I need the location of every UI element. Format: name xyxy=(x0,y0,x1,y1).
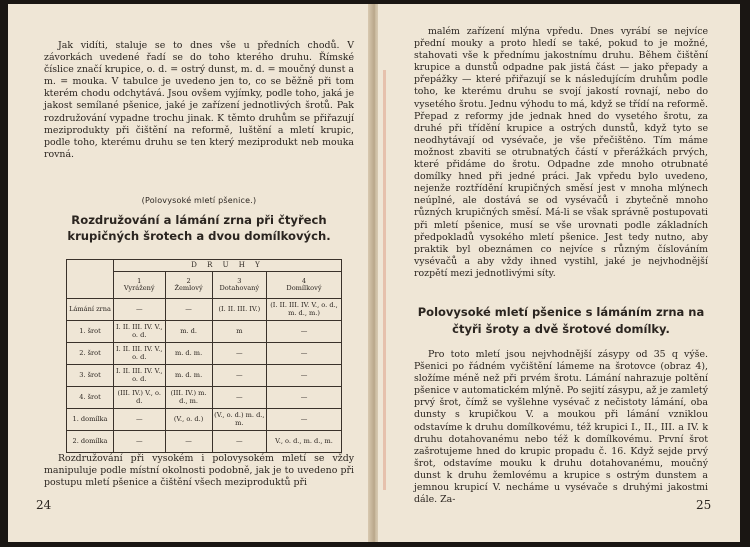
table-cell: I. II. III. IV. V., o. d. xyxy=(114,343,166,365)
row-label: Lámání zrna xyxy=(67,299,114,321)
table-cell: — xyxy=(267,321,342,343)
right-heading: Polovysoké mletí pšenice s lámáním zrna na čtyři šroty a dvě šrotové domílky. xyxy=(417,305,705,336)
column-header: 2 Žemlový xyxy=(165,272,212,299)
table-row xyxy=(67,343,342,365)
row-label: 2. šrot xyxy=(67,343,114,365)
column-header: 3 Dotahovaný xyxy=(212,272,266,299)
left-heading: Rozdružování a lámání zrna při čtyřech krupičných šrotech a dvou domílkových. xyxy=(67,213,331,243)
right-paragraph-2: Pro toto mletí jsou nejvhodnější zásypy od 35 q výše. Pšenici po řádném vyčištění lámeme na šrotovce (obraz 4), složíme méně než při prvém šrotu. Lámání nahrazuje poltění pšenice v automatickém mlýně. Po sejití zásypu, až je zamletý prvý šrot, čímž se vyšlehne vysévač z nečistoty lámání, oba dunsty s krupičkou V. a moukou při lámání vzniklou odstavíme k druhu domílkovému, též krupici I., II., III. a IV. k druhu dotahovanému nebo též k domílkovému. První šrot zašrotujeme hned do krupic propadu č. 16. Když sejde prvý šrot, odstavíme mouku k druhu dotahovanému, moučný dunst k druhu žemlovému a krupice s ostrým dunstem a jemnou krupicí V. necháme u vysévače s druhými jakostmi dále. Za- xyxy=(414,349,708,506)
table-cell: (V., o. d.) m. d., m. xyxy=(212,409,266,431)
table-cell: — xyxy=(267,409,342,431)
right-paragraph-1: malém zařízení mlýna vpředu. Dnes vyrábí se nejvíce přední mouky a proto hledí se také, pokud to je možné, stahovati vše k přednímu jakostnímu druhu. Během čištění krupice a dunstů odpadne pak jistá část — jako přepady a přepážky — které přiřazují se k následujícím druhům podle toho, ke kterému druhu se svojí jakostí rovnají, nebo do vysetého šrotu. Jednu výhodu to má, když se třídí na reformě. Přepad z reformy jde jednak hned do vysetého šrotu, za druhé při třídění krupice a ostrých dunstů, když tyto se neodhytávají od vysévače, je vše přečištěno. Tím máme možnost zbaviti se otrubnatých částí v přerážkách prvých, které přidáme do šrotu. Odpadne zde mnoho otrubnaté domílky hned při jedné práci. Jak vpředu bylo uvedeno, nejenže roztřídění krupičných směsí jest v mnoha mlýnech neúplné, ale dostává se od vysévačů i zbytečně mnoho různých krupičných směsí. Má-li se však správně postupovati při mletí pšenice, musí se vše urovnati podle základních předpokladů vysokého mletí pšenice. Jest tedy nutno, aby praktik byl obeznámen co nejvíce s různým číslováním vysévačů a aby vždy ihned vystihl, jaké je nejvhodnější rozpětí mezi jednotlivými síty. xyxy=(414,26,708,279)
column-header: 4 Domílkový xyxy=(267,272,342,299)
table-cell: — xyxy=(212,343,266,365)
table-cell: I. II. III. IV. V., o. d. xyxy=(114,321,166,343)
table-cell: — xyxy=(267,365,342,387)
page-number-right: 25 xyxy=(696,498,712,512)
table-cell: — xyxy=(165,431,212,453)
table-row xyxy=(67,321,342,343)
table-cell: — xyxy=(114,299,166,321)
row-label: 1. domílka xyxy=(67,409,114,431)
table-cell: — xyxy=(212,365,266,387)
table-cell: m. d. xyxy=(165,321,212,343)
table-cell: — xyxy=(212,431,266,453)
table-cell: — xyxy=(165,299,212,321)
page-number-left: 24 xyxy=(36,498,52,512)
column-header: 1 Vyrážený xyxy=(114,272,166,299)
table-cell: (I. II. III. IV.) xyxy=(212,299,266,321)
row-label: 3. šrot xyxy=(67,365,114,387)
table-cell: — xyxy=(114,431,166,453)
table-cell: m xyxy=(212,321,266,343)
table-cell: — xyxy=(267,387,342,409)
table-row xyxy=(67,387,342,409)
table-cell: m. d. m. xyxy=(165,365,212,387)
paper-strip xyxy=(383,70,386,490)
table-row xyxy=(67,365,342,387)
left-paragraph-1: Jak vidíti, staluje se to dnes vše u předních chodů. V závorkách uvedené řadí se do toho kterého druhu. Římské číslice značí krupice, o. d. = ostrý dunst, m. d. = moučný dunst a m. = mouka. V tabulce je uvedeno jen to, co se běžně při tom kterém chodu odchytává. Jsou ovšem vyjímky, podle toho, jaká je jakost semílané pšenice, jaké je zařízení jednotlivých šrotů. Pak rozdružování vypadne trochu jinak. K těmto druhům se přiřazují meziprodukty při čištění na reformě, luštění a mletí krupic, podle toho, kterému druhu se ten který meziprodukt neb mouka rovná. xyxy=(44,40,354,160)
table-cell: V., o. d., m. d., m. xyxy=(267,431,342,453)
left-subtitle: (Polovysoké mletí pšenice.) xyxy=(141,196,257,205)
table-cell: (III. IV.) m. d., m. xyxy=(165,387,212,409)
table-row xyxy=(67,431,342,453)
row-label: 1. šrot xyxy=(67,321,114,343)
table-cell: m. d. m. xyxy=(165,343,212,365)
table-cell: (V., o. d.) xyxy=(165,409,212,431)
table-corner-cell xyxy=(67,260,114,299)
table-cell: — xyxy=(212,387,266,409)
table-cell: (I. II. III. IV. V., o. d., m. d., m.) xyxy=(267,299,342,321)
row-label: 4. šrot xyxy=(67,387,114,409)
left-paragraph-2: Rozdružování při vysokém i polovysokém mletí se vždy manipuluje podle místní okolnosti podobně, jak je to uvedeno při postupu mletí pšenice a čištění všech meziproduktů při xyxy=(44,453,354,489)
table-row xyxy=(67,299,342,321)
left-page xyxy=(8,4,376,542)
table-group-header: D R U H Y xyxy=(114,260,342,272)
table-cell: I. II. III. IV. V., o. d. xyxy=(114,365,166,387)
right-page xyxy=(378,4,740,542)
table-cell: — xyxy=(267,343,342,365)
table-row xyxy=(67,409,342,431)
table-cell: (III. IV.) V., o. d. xyxy=(114,387,166,409)
table-cell: — xyxy=(114,409,166,431)
row-label: 2. domílka xyxy=(67,431,114,453)
druhy-table xyxy=(66,259,342,453)
